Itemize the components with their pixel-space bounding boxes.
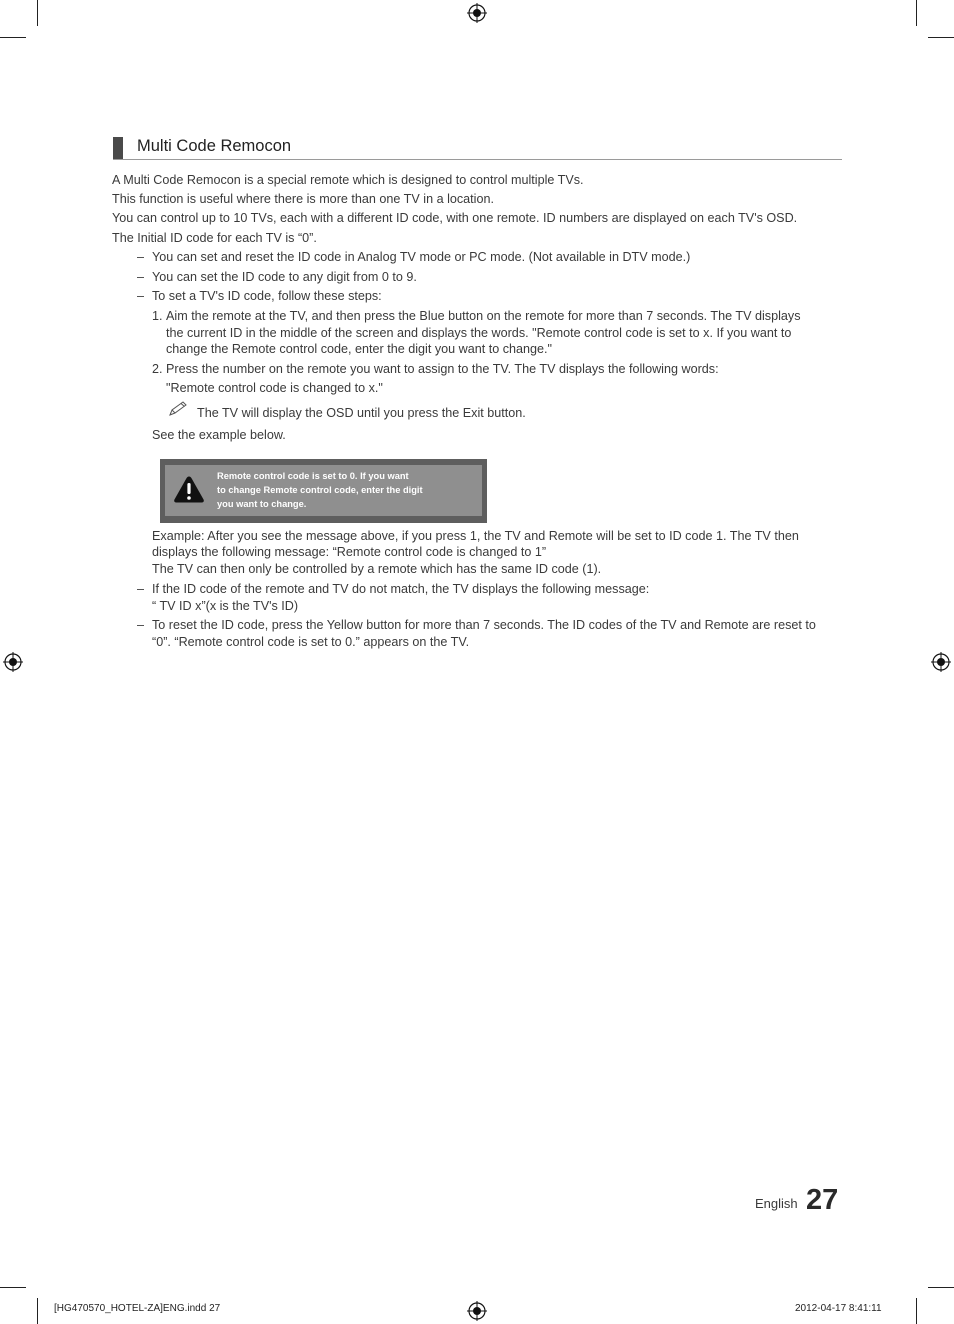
bullet-text: To set a TV's ID code, follow these steps: <box>152 289 382 303</box>
step-number: 1. <box>152 309 163 323</box>
crop-mark <box>928 37 954 38</box>
osd-message <box>217 469 423 511</box>
step-line: Aim the remote at the TV, and then press the Blue button on the remote for more than 7 seconds. The TV displays <box>166 309 801 323</box>
bullet-text: You can set the ID code to any digit from 0 to 9. <box>152 270 417 284</box>
slug-filename: [HG470570_HOTEL-ZA]ENG.indd 27 <box>54 1303 221 1314</box>
osd-line: you want to change. <box>217 499 307 509</box>
warning-icon <box>173 475 205 504</box>
registration-mark-icon <box>467 3 487 23</box>
registration-mark-icon <box>3 652 23 672</box>
bullet-dash: – <box>137 582 145 596</box>
osd-line: to change Remote control code, enter the digit <box>217 485 423 495</box>
pencil-note-icon <box>168 401 188 417</box>
osd-line: Remote control code is set to 0. If you want <box>217 471 409 481</box>
registration-mark-icon <box>931 652 951 672</box>
crop-mark <box>928 1287 954 1288</box>
mismatch-line: “ TV ID x”(x is the TV's ID) <box>152 599 299 613</box>
note-text: The TV will display the OSD until you press the Exit button. <box>197 406 526 420</box>
crop-mark <box>37 1298 38 1324</box>
intro-line: The Initial ID code for each TV is “0”. <box>112 231 317 245</box>
see-example: See the example below. <box>152 428 286 442</box>
heading-bar <box>113 137 123 159</box>
bullet-dash: – <box>137 250 145 264</box>
section-title: Multi Code Remocon <box>137 137 292 155</box>
crop-mark <box>0 1287 26 1288</box>
step-line: Press the number on the remote you want to assign to the TV. The TV displays the following words: <box>166 362 719 376</box>
intro-line: This function is useful where there is more than one TV in a location. <box>112 192 494 206</box>
example-line: The TV can then only be controlled by a remote which has the same ID code (1). <box>152 562 602 576</box>
crop-mark <box>916 0 917 26</box>
intro-line: A Multi Code Remocon is a special remote which is designed to control multiple TVs. <box>112 173 584 187</box>
bullet-dash: – <box>137 289 145 303</box>
mismatch-line: If the ID code of the remote and TV do not match, the TV displays the following message: <box>152 582 650 596</box>
crop-mark <box>0 37 26 38</box>
reset-line: To reset the ID code, press the Yellow button for more than 7 seconds. The ID codes of the TV and Remote are reset to <box>152 618 816 632</box>
crop-mark <box>916 1298 917 1324</box>
bullet-text: You can set and reset the ID code in Analog TV mode or PC mode. (Not available in DTV mode.) <box>152 250 691 264</box>
slug-datetime: 2012-04-17 8:41:11 <box>795 1303 882 1314</box>
reset-line: “0”. “Remote control code is set to 0.” appears on the TV. <box>152 635 470 649</box>
bullet-dash: – <box>137 618 145 632</box>
page-number: 27 <box>806 1184 839 1216</box>
example-line: displays the following message: “Remote control code is changed to 1” <box>152 545 547 559</box>
step-line: "Remote control code is changed to x." <box>166 381 383 395</box>
intro-line: You can control up to 10 TVs, each with a different ID code, with one remote. ID numbers are displayed on each TV's OSD. <box>112 211 798 225</box>
step-line: change the Remote control code, enter the digit you want to change." <box>166 342 553 356</box>
step-number: 2. <box>152 362 163 376</box>
footer-language: English <box>755 1196 798 1211</box>
registration-mark-icon <box>467 1301 487 1321</box>
example-line: Example: After you see the message above, if you press 1, the TV and Remote will be set to ID code 1. The TV then <box>152 529 799 543</box>
bullet-dash: – <box>137 270 145 284</box>
heading-rule <box>113 159 842 160</box>
step-line: the current ID in the middle of the screen and displays the words. "Remote control code is set to x. If you want to <box>166 326 792 340</box>
crop-mark <box>37 0 38 26</box>
